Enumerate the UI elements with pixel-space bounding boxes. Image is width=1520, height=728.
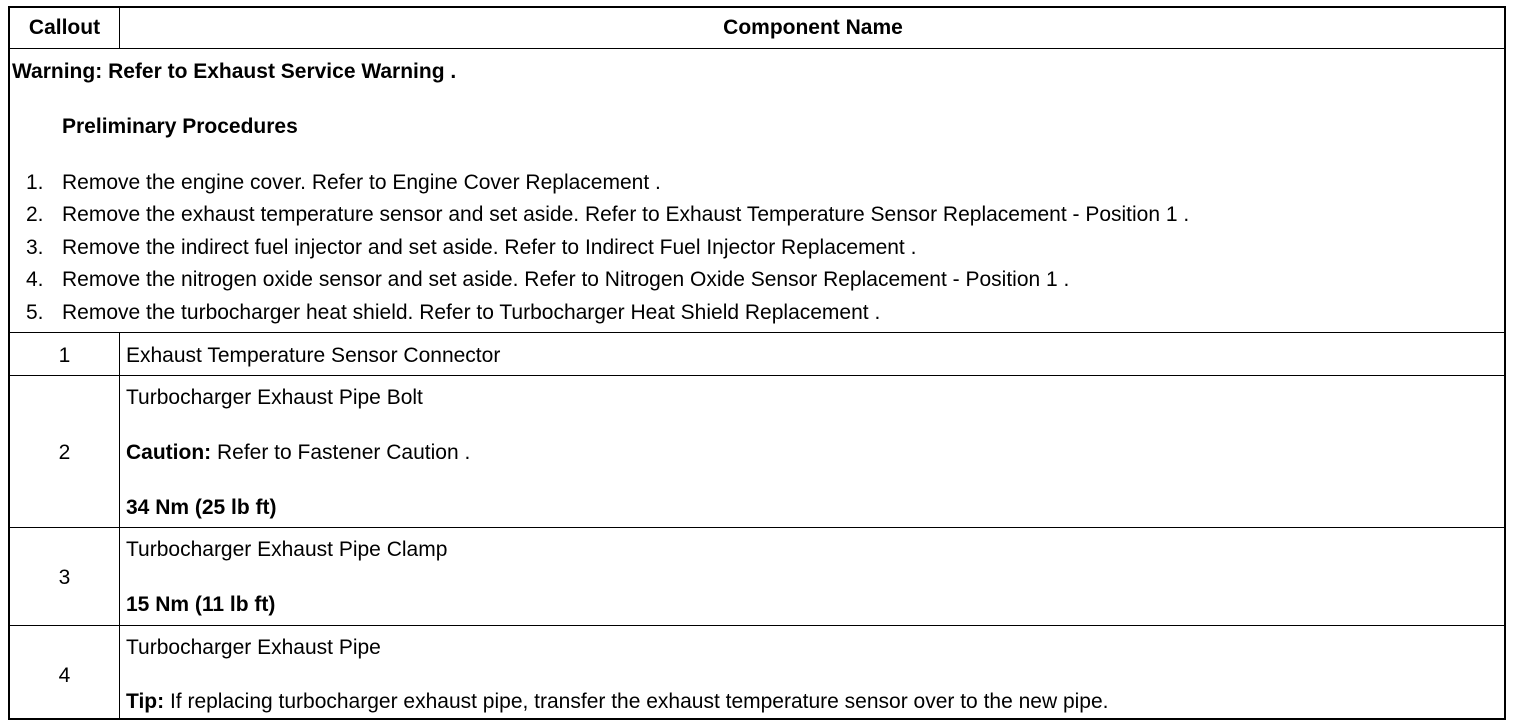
row-divider [10,527,1504,528]
preliminary-heading: Preliminary Procedures [62,115,298,138]
component-name: Turbocharger Exhaust Pipe Clamp [126,538,448,561]
step-number: 2. [26,203,44,226]
step-text: Remove the engine cover. Refer to Engine Cover Replacement . [62,171,661,194]
warning-line [12,60,456,84]
column-divider [119,332,120,718]
torque-spec: 15 Nm (11 lb ft) [126,593,276,616]
step-number: 1. [26,171,44,194]
row-divider [10,375,1504,376]
component-name: Exhaust Temperature Sensor Connector [126,344,501,367]
callout-number: 3 [58,566,71,589]
warning-label: Warning: [12,60,103,83]
row-divider [10,625,1504,626]
step-text: Remove the turbocharger heat shield. Refer to Turbocharger Heat Shield Replacement . [62,301,881,324]
tip-text: If replacing turbocharger exhaust pipe, transfer the exhaust temperature sensor over to the new pipe. [169,690,1109,713]
step-text: Remove the nitrogen oxide sensor and set aside. Refer to Nitrogen Oxide Sensor Replacement - Position 1 . [62,268,1070,291]
callout-number: 4 [58,664,71,687]
step-text: Remove the indirect fuel injector and set aside. Refer to Indirect Fuel Injector Replacement . [62,236,917,259]
header-callout: Callout [28,16,101,39]
caution-line [126,441,470,465]
tip-label: Tip: [126,690,165,713]
callout-number: 1 [58,344,71,367]
component-name: Turbocharger Exhaust Pipe [126,636,381,659]
caution-text: Refer to Fastener Caution . [217,441,471,464]
step-number: 4. [26,268,44,291]
step-number: 3. [26,236,44,259]
step-text: Remove the exhaust temperature sensor and set aside. Refer to Exhaust Temperature Sensor Replacement - Position 1 . [62,203,1190,226]
component-name: Turbocharger Exhaust Pipe Bolt [126,386,423,409]
warning-text: Refer to Exhaust Service Warning . [108,60,457,83]
tip-line [126,690,1109,714]
header-component-name: Component Name [723,16,903,39]
preamble-divider [10,332,1504,333]
torque-spec: 34 Nm (25 lb ft) [126,496,277,519]
component-table [8,6,1506,720]
header-divider [10,48,1504,49]
caution-label: Caution: [126,441,212,464]
step-number: 5. [26,301,44,324]
callout-number: 2 [58,441,71,464]
